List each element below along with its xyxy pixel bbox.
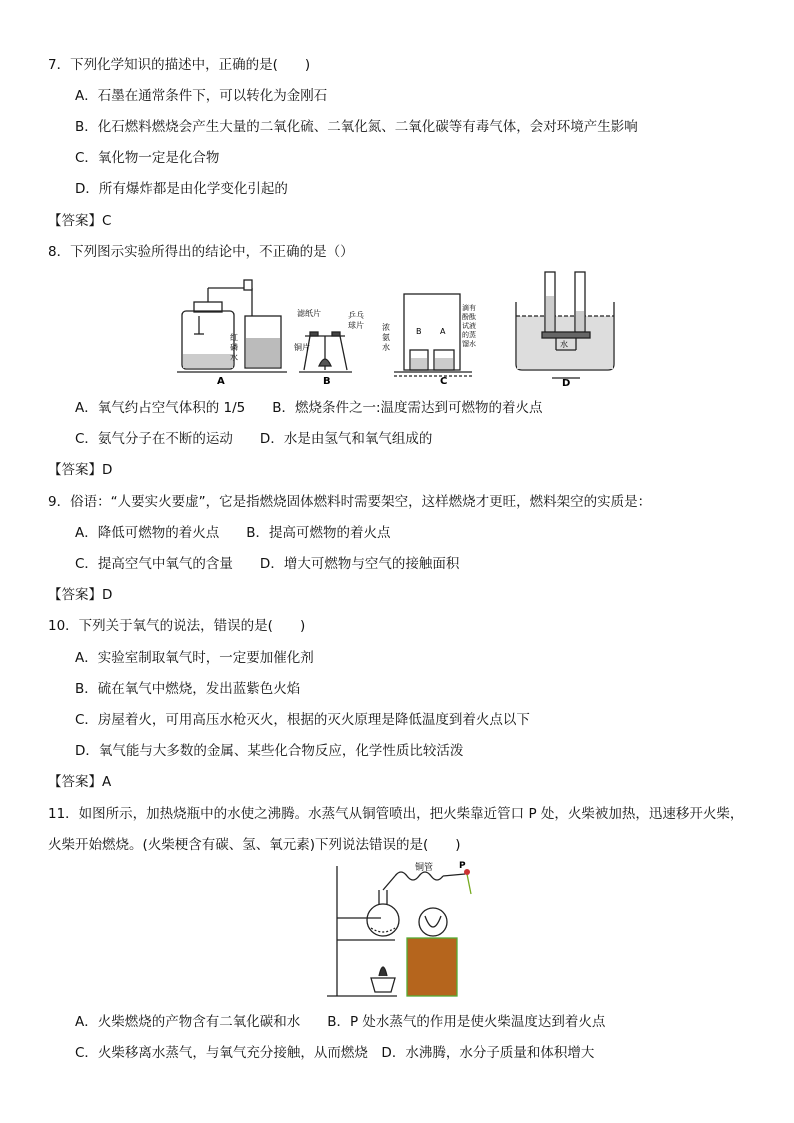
label-c-text-5: A (440, 327, 446, 336)
q7-answer: 【答案】C (48, 213, 112, 229)
figure-label-b: B (323, 376, 331, 387)
label-b-text-3: 球片 (348, 321, 364, 330)
label-c-text-6: 滴有 (462, 304, 476, 312)
label-c-text-1: 浓 (382, 323, 390, 332)
q7-option-c: C．氧化物一定是化合物 (75, 150, 220, 166)
q10-answer: 【答案】A (48, 774, 112, 790)
q7-option-a: A．石墨在通常条件下，可以转化为金刚石 (75, 88, 328, 104)
q10-option-c: C．房屋着火，可用高压水枪灭火，根据的灭火原理是降低温度到着火点以下 (75, 712, 530, 728)
label-b-text-2: 乒乓 (348, 311, 364, 320)
q9-options-row-1: A．降低可燃物的着火点 B．提高可燃物的着火点 (75, 525, 391, 541)
label-a-text-2: 磷 (230, 343, 238, 352)
q10-stem: 10．下列关于氧气的说法，错误的是( ) (48, 618, 306, 634)
apparatus-d (516, 272, 614, 378)
label-c-text-4: B (416, 327, 422, 336)
label-c-text-3: 水 (382, 343, 390, 352)
apparatus-b (299, 332, 352, 372)
q10-option-b: B．硫在氧气中燃烧，发出蓝紫色火焰 (75, 681, 301, 697)
q11-stem-line-1: 11．如图所示，加热烧瓶中的水使之沸腾。水蒸气从铜管喷出，把火柴靠近管口 P 处，火柴被加热，迅速移开火柴， (48, 806, 744, 822)
tube-label: 铜管 (415, 863, 434, 873)
label-d-text-1: 水 (560, 340, 568, 349)
label-b-text-4: 铜片 (294, 343, 310, 352)
label-c-text-2: 氨 (382, 333, 390, 342)
q11-apparatus-figure (325, 858, 485, 1004)
q7-option-d: D．所有爆炸都是由化学变化引起的 (75, 181, 288, 197)
q8-stem: 8．下列图示实验所得出的结论中，不正确的是（） (48, 244, 354, 260)
figure-label-c: C (440, 376, 448, 387)
label-c-text-9: 的蒸 (462, 331, 476, 339)
apparatus-c (394, 294, 472, 376)
q11-options-row-2: C．火柴移离水蒸气，与氧气充分接触，从而燃烧 D．水沸腾，水分子质量和体积增大 (75, 1045, 595, 1061)
figure-label-a: A (217, 376, 225, 387)
q7-stem: 7．下列化学知识的描述中，正确的是( ) (48, 57, 311, 73)
q7-option-b: B．化石燃料燃烧会产生大量的二氧化硫、二氧化氮、二氧化碳等有毒气体，会对环境产生影响 (75, 119, 638, 135)
q8-experiment-figure (172, 266, 622, 388)
q11-options-row-1: A．火柴燃烧的产物含有二氧化碳和水 B．P 处水蒸气的作用是使火柴温度达到着火点 (75, 1014, 606, 1030)
point-p-label: P (459, 861, 466, 871)
q11-stem-line-2: 火柴开始燃烧。(火柴梗含有碳、氢、氧元素)下列说法错误的是( ) (48, 837, 461, 853)
label-c-text-8: 试液 (462, 322, 476, 330)
q9-answer: 【答案】D (48, 587, 113, 603)
label-a-text-3: 水 (230, 353, 238, 362)
q8-options-row-2: C．氨气分子在不断的运动 D．水是由氢气和氧气组成的 (75, 431, 433, 447)
label-b-text-1: 滤纸片 (297, 309, 321, 318)
q9-options-row-2: C．提高空气中氧气的含量 D．增大可燃物与空气的接触面积 (75, 556, 460, 572)
figure-label-d: D (562, 378, 571, 388)
label-a-text-1: 红 (230, 333, 238, 342)
label-c-text-7: 酚酞 (462, 313, 476, 321)
q10-option-a: A．实验室制取氧气时，一定要加催化剂 (75, 650, 314, 666)
q9-stem: 9．俗语：“人要实火要虚”，它是指燃烧固体燃料时需要架空，这样燃烧才更旺，燃料架空的实质是： (48, 494, 652, 510)
label-c-text-10: 馏水 (462, 340, 476, 348)
q8-answer: 【答案】D (48, 462, 113, 478)
q10-option-d: D．氧气能与大多数的金属、某些化合物反应，化学性质比较活泼 (75, 743, 464, 759)
q8-options-row-1: A．氧气约占空气体积的 1/5 B．燃烧条件之一:温度需达到可燃物的着火点 (75, 400, 543, 416)
